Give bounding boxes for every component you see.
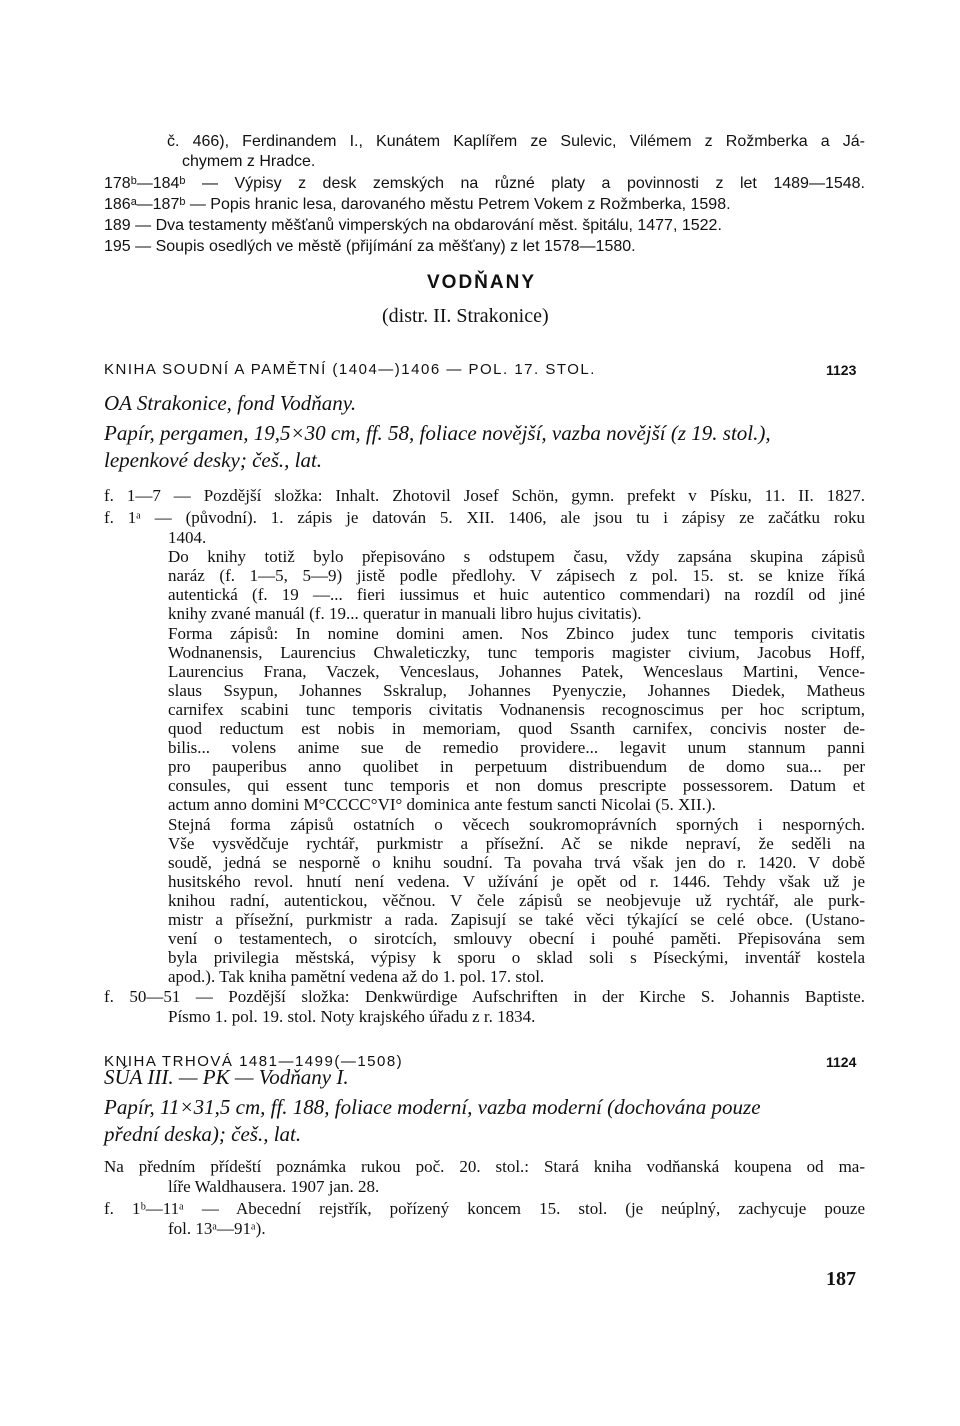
intro-line: chymem z Hradce. <box>182 153 316 170</box>
body-line: actum anno domini M°CCCC°VI° dominica ante festum sancti Nicolai (5. XII.). <box>168 795 716 814</box>
body-line: Forma zápisů: In nomine domini amen. Nos Zbinco judex tunc temporis civitatis <box>168 624 865 643</box>
body-line: Wodnanensis, Laurencius Chwaleticzky, tunc temporis magister civium, Jacobus Hoff, <box>168 643 865 662</box>
archive-reference: OA Strakonice, fond Vodňany. <box>104 391 357 415</box>
body-line: consules, qui essent tunc temporis et non domus prescripte possessorem. Datum et <box>168 776 865 795</box>
body-line: f. 1ᵇ—11ᵃ — Abecední rejstřík, pořízený koncem 15. stol. (je neúplný, zachycuje pouze <box>104 1199 865 1218</box>
intro-line: 178ᵇ—184ᵇ — Výpisy z desk zemských na různé platy a povinnosti z let 1489—1548. <box>104 175 865 192</box>
body-line: f. 50—51 — Pozdější složka: Denkwürdige Aufschriften in der Kirche S. Johannis Baptiste. <box>104 987 865 1006</box>
body-line: knihou radní, autentickou, věčnou. V čele zápisů se neobjevuje už rychtář, ale purk- <box>168 891 865 910</box>
body-line: 1404. <box>168 528 207 547</box>
section-number: 1124 <box>826 1054 857 1070</box>
intro-line: č. 466), Ferdinandem I., Kunátem Kaplířem ze Sulevic, Vilémem z Rožmberka a Já- <box>167 133 865 150</box>
body-line: autentická (f. 19 —... fieri iussimus et huic autentico commendari) na rozdíl od jiné <box>168 585 865 604</box>
body-line: apod.). Tak kniha pamětní vedena až do 1. pol. 17. stol. <box>168 967 545 986</box>
body-line: fol. 13ᵃ—91ᵃ). <box>168 1219 266 1238</box>
body-line: Písmo 1. pol. 19. stol. Noty krajského úřadu z r. 1834. <box>168 1007 536 1026</box>
body-line: Na předním přídeští poznámka rukou poč. 20. stol.: Stará kniha vodňanská koupena od ma- <box>104 1157 865 1176</box>
section-title: KNIHA TRHOVÁ 1481—1499(—1508) <box>104 1053 404 1070</box>
town-district: (distr. II. Strakonice) <box>382 305 549 327</box>
body-line: Stejná forma zápisů ostatních o věcech soukromoprávních sporných i nesporných. <box>168 815 865 834</box>
body-line: líře Waldhausera. 1907 jan. 28. <box>168 1177 380 1196</box>
archive-reference: SÚA III. — PK — Vodňany I. <box>104 1065 349 1089</box>
intro-line: 195 — Soupis osedlých ve městě (přijímání za měšťany) z let 1578—1580. <box>104 238 636 255</box>
physical-description: přední deska); češ., lat. <box>104 1122 302 1146</box>
body-line: f. 1—7 — Pozdější složka: Inhalt. Zhotovil Josef Schön, gymn. prefekt v Písku, 11. II. 1827. <box>104 486 865 505</box>
body-line: Do knihy totiž bylo přepisováno s odstupem času, vždy zapsána skupina zápisů <box>168 547 865 566</box>
body-line: soudě, jedná se nesporně o knihu soudní. Ta povaha trvá však jen do r. 1420. V době <box>168 853 865 872</box>
intro-line: 186ᵃ—187ᵇ — Popis hranic lesa, darovaného městu Petrem Vokem z Rožmberka, 1598. <box>104 196 731 213</box>
section-title: KNIHA SOUDNÍ A PAMĚTNÍ (1404—)1406 — POL. 17. STOL. <box>104 361 596 378</box>
physical-description: Papír, 11×31,5 cm, ff. 188, foliace moderní, vazba moderní (dochována pouze <box>104 1095 761 1119</box>
body-line: knihy zvané manuál (f. 19... queratur in manuali libro hujus civitatis). <box>168 604 642 623</box>
body-line: vení o testamentech, o sirotcích, smlouvy obecní i pouhé paměti. Přepisována sem <box>168 929 865 948</box>
section-number: 1123 <box>826 362 857 378</box>
body-line: carnifex scabini tunc temporis civitatis Vodnanensis recognoscimus per hoc scriptum, <box>168 700 865 719</box>
body-line: bilis... volens anime sue de remedio providere... legavit unum stannum panni <box>168 738 865 757</box>
body-line: quod reductum est nobis in memoriam, quod Ssanth carnifex, concivis noster de- <box>168 719 865 738</box>
intro-line: 189 — Dva testamenty měšťanů vimperských na obdarování měst. špitálu, 1477, 1522. <box>104 217 722 234</box>
page-number: 187 <box>826 1268 856 1290</box>
body-line: byla privilegia městská, výpisy k sporu o sklad soli s Píseckými, inventář kostela <box>168 948 865 967</box>
body-line: f. 1ᵃ — (původní). 1. zápis je datován 5. XII. 1406, ale jsou tu i zápisy ze začátku roku <box>104 508 865 527</box>
body-line: pro pauperibus anno quolibet in perpetuum distribuendum de domo sua... per <box>168 757 865 776</box>
body-line: Laurencius Frana, Vaczek, Venceslaus, Johannes Patek, Wenceslaus Martini, Vence- <box>168 662 865 681</box>
body-line: Vše vysvědčuje rychtář, purkmistr a přísežní. Ač se nikde nepraví, že seděli na <box>168 834 865 853</box>
physical-description: Papír, pergamen, 19,5×30 cm, ff. 58, foliace novější, vazba novější (z 19. stol.), <box>104 421 771 445</box>
physical-description: lepenkové desky; češ., lat. <box>104 448 323 472</box>
body-line: mistr a přísežní, purkmistr a rada. Zapisují se také věci týkající se celé obce. (Ustano- <box>168 910 865 929</box>
body-line: husitského revol. hnutí není vedena. V užívání je opět od r. 1446. Tehdy však už je <box>168 872 865 891</box>
body-line: slaus Ssypun, Johannes Sskralup, Johannes Pyenyczie, Johannes Diedek, Matheus <box>168 681 865 700</box>
town-name: VODŇANY <box>427 272 537 293</box>
body-line: naráz (f. 1—5, 5—9) jistě podle předlohy. V zápisech z pol. 15. st. se knize říká <box>168 566 865 585</box>
